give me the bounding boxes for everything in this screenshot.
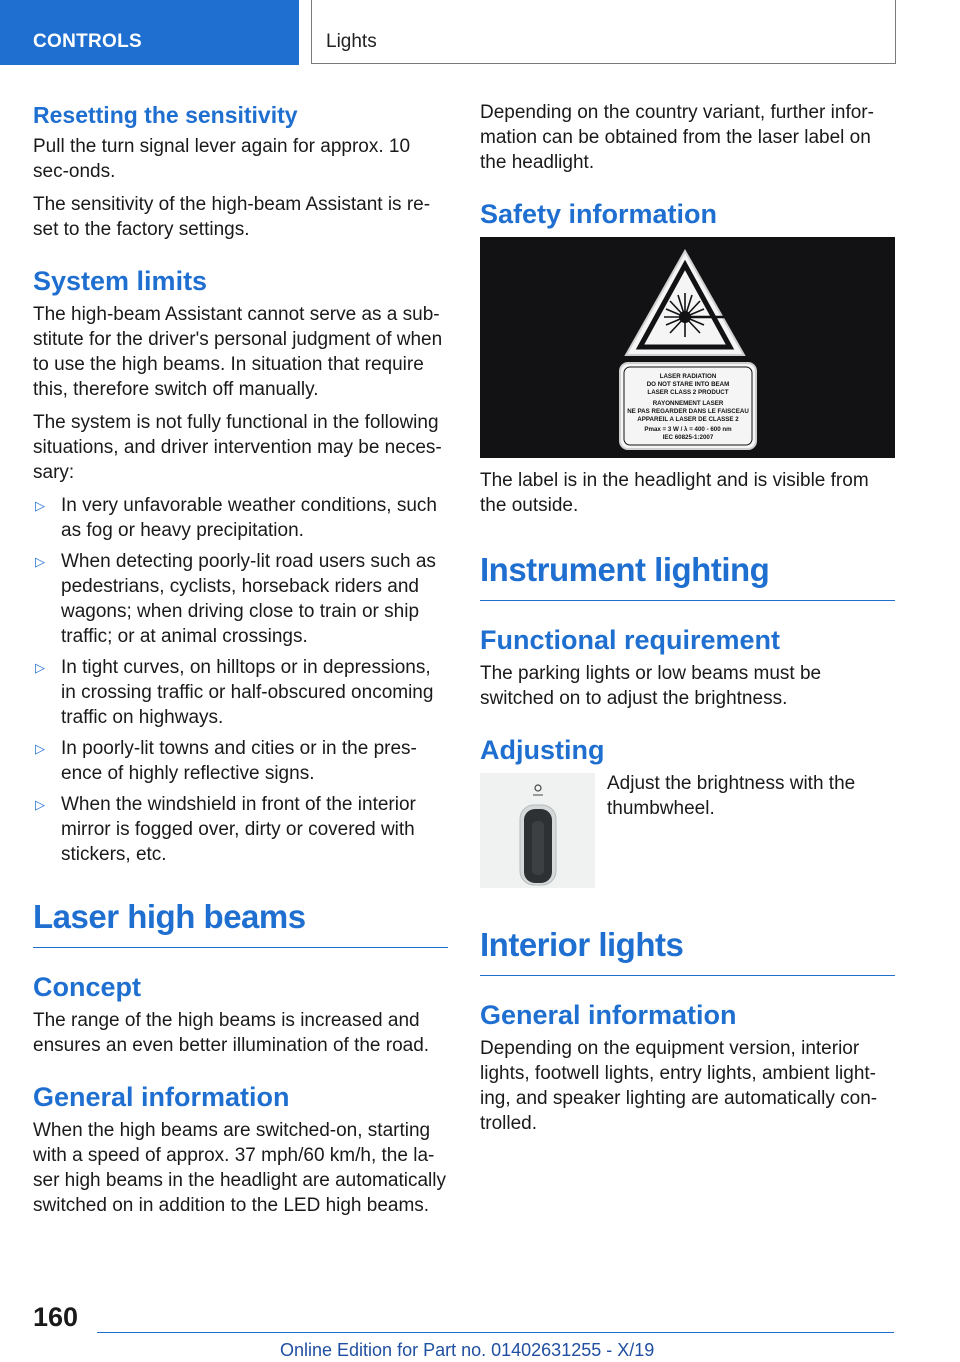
label-line: LASER CLASS 2 PRODUCT [647, 389, 729, 396]
chapter-header [311, 0, 896, 64]
list-item: ▷ When detecting poorly-lit road users such as pedestrians, cyclists, horseback riders and wagons; when driving close to train or ship traffic; or at animal crossings. [35, 551, 436, 647]
system-limits-list [33, 493, 448, 867]
laser-warning-label-image [480, 237, 895, 458]
label-line: DO NOT STARE INTO BEAM [646, 381, 730, 388]
interior-general-information-paragraph: Depending on the equipment version, interior lights, footwell lights, entry lights, ambient light‐ing, and speaker lighting are automatically con‐trolled. [480, 1038, 878, 1134]
system-limits-paragraph-2: The system is not fully functional in the following situations, and driver intervention may be neces‐sary: [33, 412, 442, 483]
safety-information-heading: Safety information [480, 199, 718, 229]
section-tab [0, 0, 299, 65]
label-line: IEC 60825-1:2007 [662, 434, 714, 441]
page-number: 160 [33, 1302, 79, 1332]
system-limits-paragraph-1: The high-beam Assistant cannot serve as a sub‐stitute for the driver's personal judgment of when to use the high beams. In situation that require this, therefore switch off manually. [33, 304, 443, 400]
chapter-label: Lights [326, 31, 377, 52]
general-information-heading: General information [33, 1082, 290, 1112]
country-variant-paragraph: Depending on the country variant, further infor‐mation can be obtained from the laser label on the headlight. [480, 102, 874, 173]
adjusting-paragraph: Adjust the brightness with the thumbwheel. [607, 773, 856, 819]
resetting-heading: Resetting the sensitivity [33, 102, 298, 128]
interior-lights-heading: Interior lights [480, 923, 895, 976]
list-item: ▷ In poorly-lit towns and cities or in the pres‐ence of highly reflective signs. [35, 738, 417, 784]
list-item: ▷ When the windshield in front of the interior mirror is fogged over, dirty or covered with stickers, etc. [35, 794, 416, 865]
functional-requirement-paragraph: The parking lights or low beams must be switched on to adjust the brightness. [480, 663, 822, 709]
label-line: Pmax = 3 W / λ = 400 - 600 nm [644, 426, 732, 433]
interior-general-information-heading: General information [480, 1000, 737, 1030]
triangle-bullet-icon: ▷ [35, 660, 45, 675]
footer-divider [97, 1332, 894, 1333]
triangle-bullet-icon: ▷ [35, 498, 45, 513]
thumbwheel-icon [480, 773, 595, 888]
label-line: NE PAS REGARDER DANS LE FAISCEAU [627, 408, 749, 415]
triangle-bullet-icon: ▷ [35, 741, 45, 756]
list-item: ▷ In tight curves, on hilltops or in depressions, in crossing traffic or half-obscured oncoming traffic on highways. [35, 657, 434, 728]
left-column [33, 100, 448, 1226]
footer-edition: Online Edition for Part no. 01402631255 - X/19 [280, 1340, 655, 1360]
section-label: CONTROLS [33, 31, 143, 52]
resetting-paragraph-2: The sensitivity of the high-beam Assistant is re‐set to the factory settings. [33, 194, 431, 240]
right-column [480, 100, 895, 1144]
list-item: ▷ In very unfavorable weather conditions, such as fog or heavy precipitation. [35, 495, 437, 541]
triangle-bullet-icon: ▷ [35, 797, 45, 812]
laser-warning-label-graphic [480, 237, 895, 458]
instrument-lighting-heading: Instrument lighting [480, 548, 895, 601]
label-line: APPAREIL A LASER DE CLASSE 2 [637, 416, 739, 423]
functional-requirement-heading: Functional requirement [480, 625, 781, 655]
concept-paragraph: The range of the high beams is increased and ensures an even better illumination of the road. [33, 1010, 430, 1056]
concept-heading: Concept [33, 972, 141, 1002]
label-line: RAYONNEMENT LASER [652, 400, 724, 407]
resetting-paragraph-1: Pull the turn signal lever again for approx. 10 sec‐onds. [33, 136, 411, 182]
general-information-paragraph: When the high beams are switched-on, starting with a speed of approx. 37 mph/60 km/h, the la‐ser high beams in the headlight are automatically switched on in addition to the LED high beams. [33, 1120, 446, 1216]
label-caption: The label is in the headlight and is visible from the outside. [480, 470, 869, 516]
label-line: LASER RADIATION [659, 373, 717, 380]
triangle-bullet-icon: ▷ [35, 554, 45, 569]
thumbwheel-image [480, 773, 595, 888]
adjusting-heading: Adjusting [480, 735, 605, 765]
laser-high-beams-heading: Laser high beams [33, 895, 448, 948]
system-limits-heading: System limits [33, 266, 208, 296]
adjusting-row [480, 773, 895, 893]
